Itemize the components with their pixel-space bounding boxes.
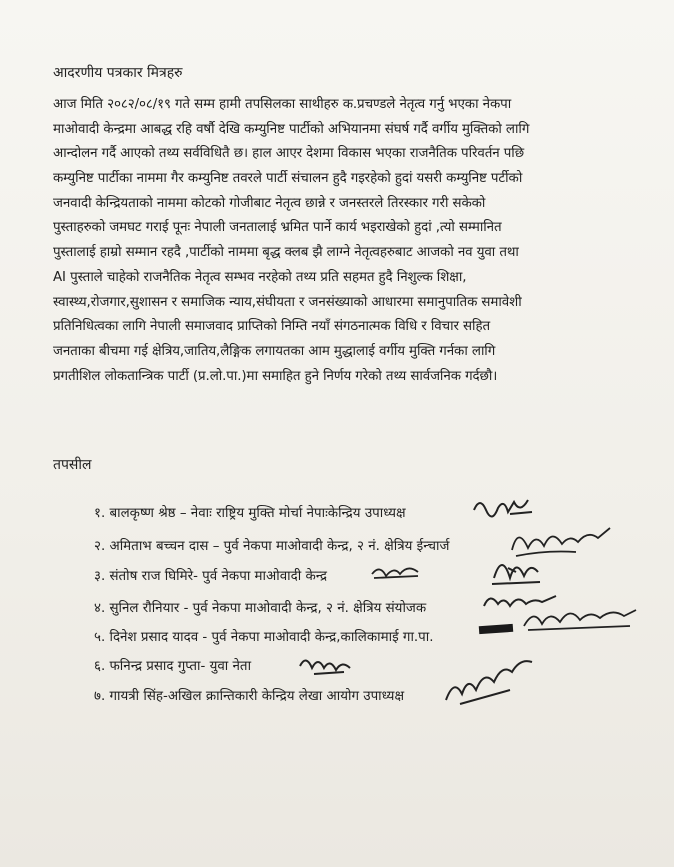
redaction-mark <box>479 624 513 634</box>
body-line: स्वास्थ्य,रोजगार,सुशासन र समाजिक न्याय,संघीयता र जनसंख्याको आधारमा समानुपातिक समावेशी <box>53 294 522 310</box>
body-line: प्रतिनिधित्वका लागि नेपाली समाजवाद प्राप्तिको निम्ति नयाँ संगठनात्मक विधि र विचार सहित <box>53 319 491 335</box>
list-item: ६. फनिन्द्र प्रसाद गुप्ता- युवा नेता <box>94 659 252 674</box>
body-line: पुस्ताहरुको जमघट गराई पूनः नेपाली जनतालाई भ्रमित पार्ने कार्य भइराखेको हुदां ,त्यो सम्मानित <box>53 220 502 236</box>
signature-5 <box>520 600 640 636</box>
signature-7 <box>440 650 540 710</box>
body-line: जनवादी केन्द्रियताको नाममा कोटको गोजीबाट नेतृत्व छान्ने र जनस्तरले तिरस्कार गरी सकेको <box>53 195 486 211</box>
body-line: आन्दोलन गर्दै आएको तथ्य सर्वविधितै छ। हाल आएर देशमा विकास भएका राजनैतिक परिवर्तन पछि <box>53 146 525 162</box>
body-line: माओवादी केन्द्रमा आबद्ध रहि वर्षौ देखि कम्युनिष्ट पार्टीको अभियानमा संघर्ष गर्दै वर्गीय मुक्तिको लागि <box>53 121 530 137</box>
details-heading: तपसील <box>53 457 92 473</box>
body-line: AI पुस्ताले चाहेको राजनैतिक नेतृत्व सम्भव नरहेको तथ्य प्रति सहमत हुदै निशुल्क शिक्षा, <box>53 269 467 285</box>
list-item: ७. गायत्री सिंह-अखिल क्रान्तिकारी केन्द्रिय लेखा आयोग उपाध्यक्ष <box>94 689 405 704</box>
signature-3b <box>368 560 424 582</box>
body-line: आज मिति २०८२/०८/१९ गते सम्म हामी तपसिलका साथीहरु क.प्रचण्डले नेतृत्व गर्नु भएका नेकपा <box>53 97 512 112</box>
body-line: कम्युनिष्ट पार्टीका नाममा गैर कम्युनिष्ट तवरले पार्टी संचालन हुदै गइरहेको हुदां यसरी कम्युनिष्ट पर्टीको <box>53 171 523 187</box>
salutation: आदरणीय पत्रकार मित्रहरु <box>53 65 183 81</box>
body-line: प्रगतीशिल लोकतान्त्रिक पार्टी (प्र.लो.पा.)मा समाहित हुने निर्णय गरेको तथ्य सार्वजनिक गर्दछौ। <box>53 368 498 384</box>
body-line: पुस्तालाई हाम्रो सम्मान रहदै ,पार्टीको नाममा बृद्ध क्लब झै लाग्ने नेतृत्वहरुबाट आजको नव युवा तथा <box>53 245 519 261</box>
list-item: ४. सुनिल रौनियार - पुर्व नेकपा माओवादी केन्द्र, २ नं. क्षेत्रिय संयोजक <box>94 601 427 616</box>
list-item: १. बालकृष्ण श्रेष्ठ – नेवाः राष्ट्रिय मुक्ति मोर्चा नेपाःकेन्द्रिय उपाध्यक्ष <box>94 506 406 521</box>
signature-3 <box>488 548 548 590</box>
signature-6 <box>296 650 356 678</box>
body-line: जनताका बीचमा गई क्षेत्रिय,जातिय,लैङ्गिक लगायतका आम मुद्धालाई वर्गीय मुक्ति गर्नका लागि <box>53 343 496 359</box>
body-paragraph <box>53 93 638 389</box>
list-item: ५. दिनेश प्रसाद यादव - पुर्व नेकपा माओवादी केन्द्र,कालिकामाई गा.पा. <box>94 630 434 645</box>
list-item: २. अमिताभ बच्चन दास – पुर्व नेकपा माओवादी केन्द्र, २ नं. क्षेत्रिय ईन्चार्ज <box>94 539 450 554</box>
list-item: ३. संतोष राज घिमिरे- पुर्व नेकपा माओवादी केन्द्र <box>94 569 327 584</box>
signature-1 <box>470 492 540 520</box>
